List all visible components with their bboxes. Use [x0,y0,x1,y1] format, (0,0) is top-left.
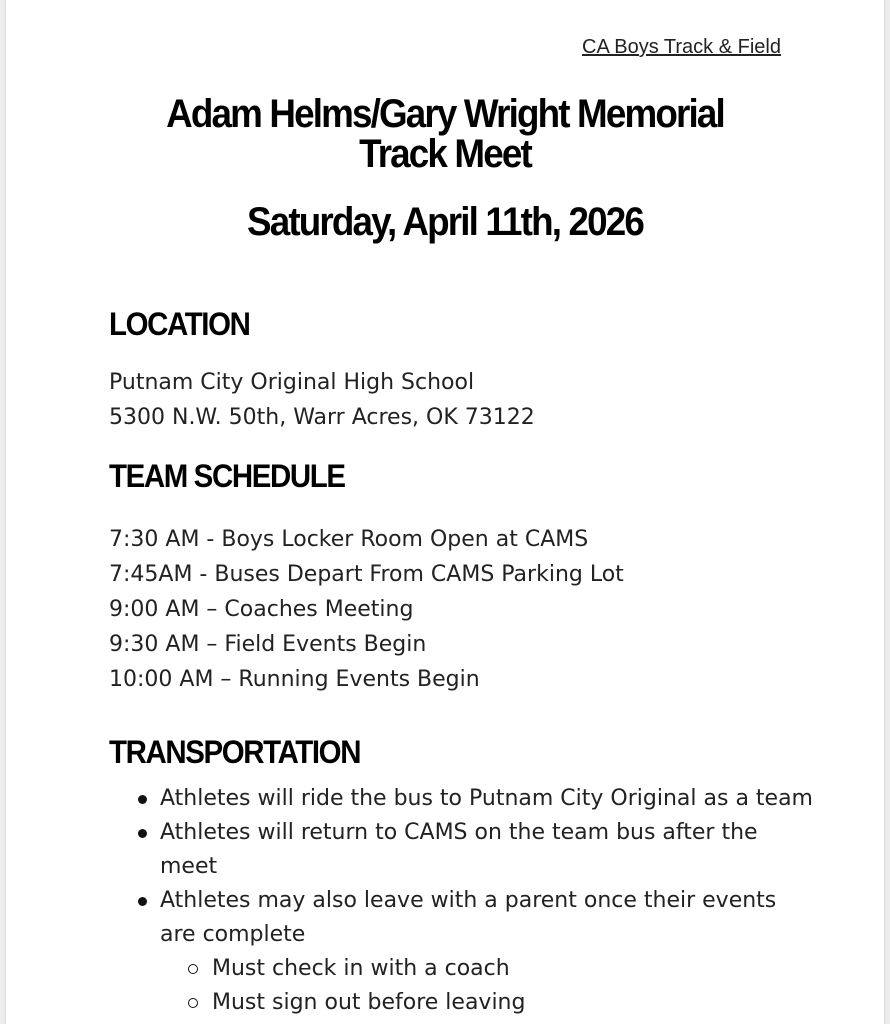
schedule-item: 7:45AM - Buses Depart From CAMS Parking Lot [109,562,624,587]
location-address [109,365,535,435]
transportation-bullet-text: Athletes may also leave with a parent once their events are complete [160,888,777,947]
schedule-heading: TEAM SCHEDULE [109,458,345,494]
schedule-item: 10:00 AM – Running Events Begin [109,667,480,692]
event-title [41,94,849,174]
transportation-bullet: Athletes will return to CAMS on the team bus after the meet [136,816,816,884]
transportation-bullet [136,884,816,1020]
event-title-line-1: Adam Helms/Gary Wright Memorial [166,92,724,136]
document-page [6,0,884,1024]
transportation-list [136,782,816,1020]
event-title-line-2: Track Meet [359,132,531,176]
transportation-heading: TRANSPORTATION [109,734,361,770]
transportation-sub-bullet: Must sign out before leaving [160,986,816,1020]
location-line: 5300 N.W. 50th, Warr Acres, OK 73122 [109,405,535,430]
transportation-sub-list [160,952,816,1020]
event-date: Saturday, April 11th, 2026 [246,200,643,244]
transportation-sub-bullet: Must check in with a coach [160,952,816,986]
schedule-list [109,522,624,697]
header-link[interactable]: CA Boys Track & Field [582,36,781,58]
location-line: Putnam City Original High School [109,370,475,395]
schedule-item: 9:00 AM – Coaches Meeting [109,597,414,622]
transportation-bullet: Athletes will ride the bus to Putnam City Original as a team [136,782,816,816]
location-heading: LOCATION [109,306,250,342]
schedule-item: 7:30 AM - Boys Locker Room Open at CAMS [109,527,589,552]
schedule-item: 9:30 AM – Field Events Begin [109,632,427,657]
